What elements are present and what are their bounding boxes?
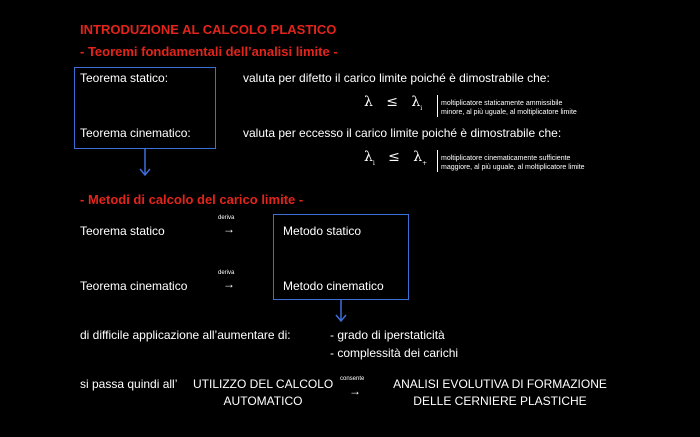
kinematic-divider [437, 150, 438, 172]
method-row1-method: Metodo statico [283, 224, 362, 238]
difficulty-item-2: - complessità dei carichi [330, 346, 459, 360]
conclusion-right-line-2: DELLE CERNIERE PLASTICHE [413, 394, 587, 408]
conclusion-left-line-2: AUTOMATICO [223, 394, 303, 408]
kinematic-formula [364, 149, 427, 167]
right-arrow-icon: → [349, 384, 361, 398]
conclusion-verb: consente [340, 376, 365, 382]
method-row2-verb: deriva [218, 270, 235, 276]
static-theorem-label: Teorema statico: [80, 71, 169, 85]
formula-lambda-plus: λ [413, 149, 423, 165]
formula-lambda-i: λ [411, 94, 421, 110]
formula-leq: ≤ [386, 94, 398, 110]
formula-lambda: λ [364, 94, 373, 110]
method-row1-theorem: Teorema statico [80, 224, 165, 238]
page-subtitle: - Teoremi fondamentali dell’analisi limite - [80, 44, 338, 59]
static-theorem-description: valuta per difetto il carico limite poiché è dimostrabile che: [243, 71, 550, 85]
kinematic-note-line-1: moltiplicatore cinematicamente sufficiente [441, 155, 571, 162]
static-note [441, 99, 577, 117]
right-arrow-icon: → [223, 277, 235, 291]
kinematic-theorem-label: Teorema cinematico: [80, 126, 191, 140]
arrow-down-icon [139, 149, 151, 179]
difficulty-item-1: - grado di iperstaticità [330, 328, 445, 342]
method-row2-theorem: Teorema cinematico [80, 279, 188, 293]
static-note-line-2: minore, al più uguale, al moltiplicatore limite [441, 109, 577, 116]
kinematic-theorem-description: valuta per eccesso il carico limite poiché è dimostrabile che: [243, 126, 562, 140]
right-arrow-icon: → [223, 222, 235, 236]
formula-sub-plus: + [422, 159, 428, 167]
formula-sub-i: i [372, 159, 375, 167]
conclusion-prefix: si passa quindi all’ [80, 377, 178, 391]
difficulty-text: di difficile applicazione all’aumentare di: [80, 328, 291, 342]
page-title: INTRODUZIONE AL CALCOLO PLASTICO [80, 22, 337, 37]
kinematic-note [441, 154, 585, 172]
formula-lambda-i: λ [364, 149, 373, 165]
conclusion-right-line-1: ANALISI EVOLUTIVA DI FORMAZIONE [393, 377, 607, 391]
conclusion-left-line-1: UTILIZZO DEL CALCOLO [193, 377, 334, 391]
formula-leq: ≤ [388, 149, 400, 165]
static-divider [437, 95, 438, 117]
formula-sub-i: i [420, 104, 423, 112]
static-formula [364, 94, 422, 112]
kinematic-note-line-2: maggiore, al più uguale, al moltiplicatore limite [441, 164, 585, 171]
method-row1-verb: deriva [218, 215, 235, 221]
arrow-down-icon [335, 300, 347, 324]
methods-heading: - Metodi di calcolo del carico limite - [80, 192, 304, 207]
static-note-line-1: moltiplicatore staticamente ammissibile [441, 100, 563, 107]
method-row2-method: Metodo cinematico [283, 279, 384, 293]
